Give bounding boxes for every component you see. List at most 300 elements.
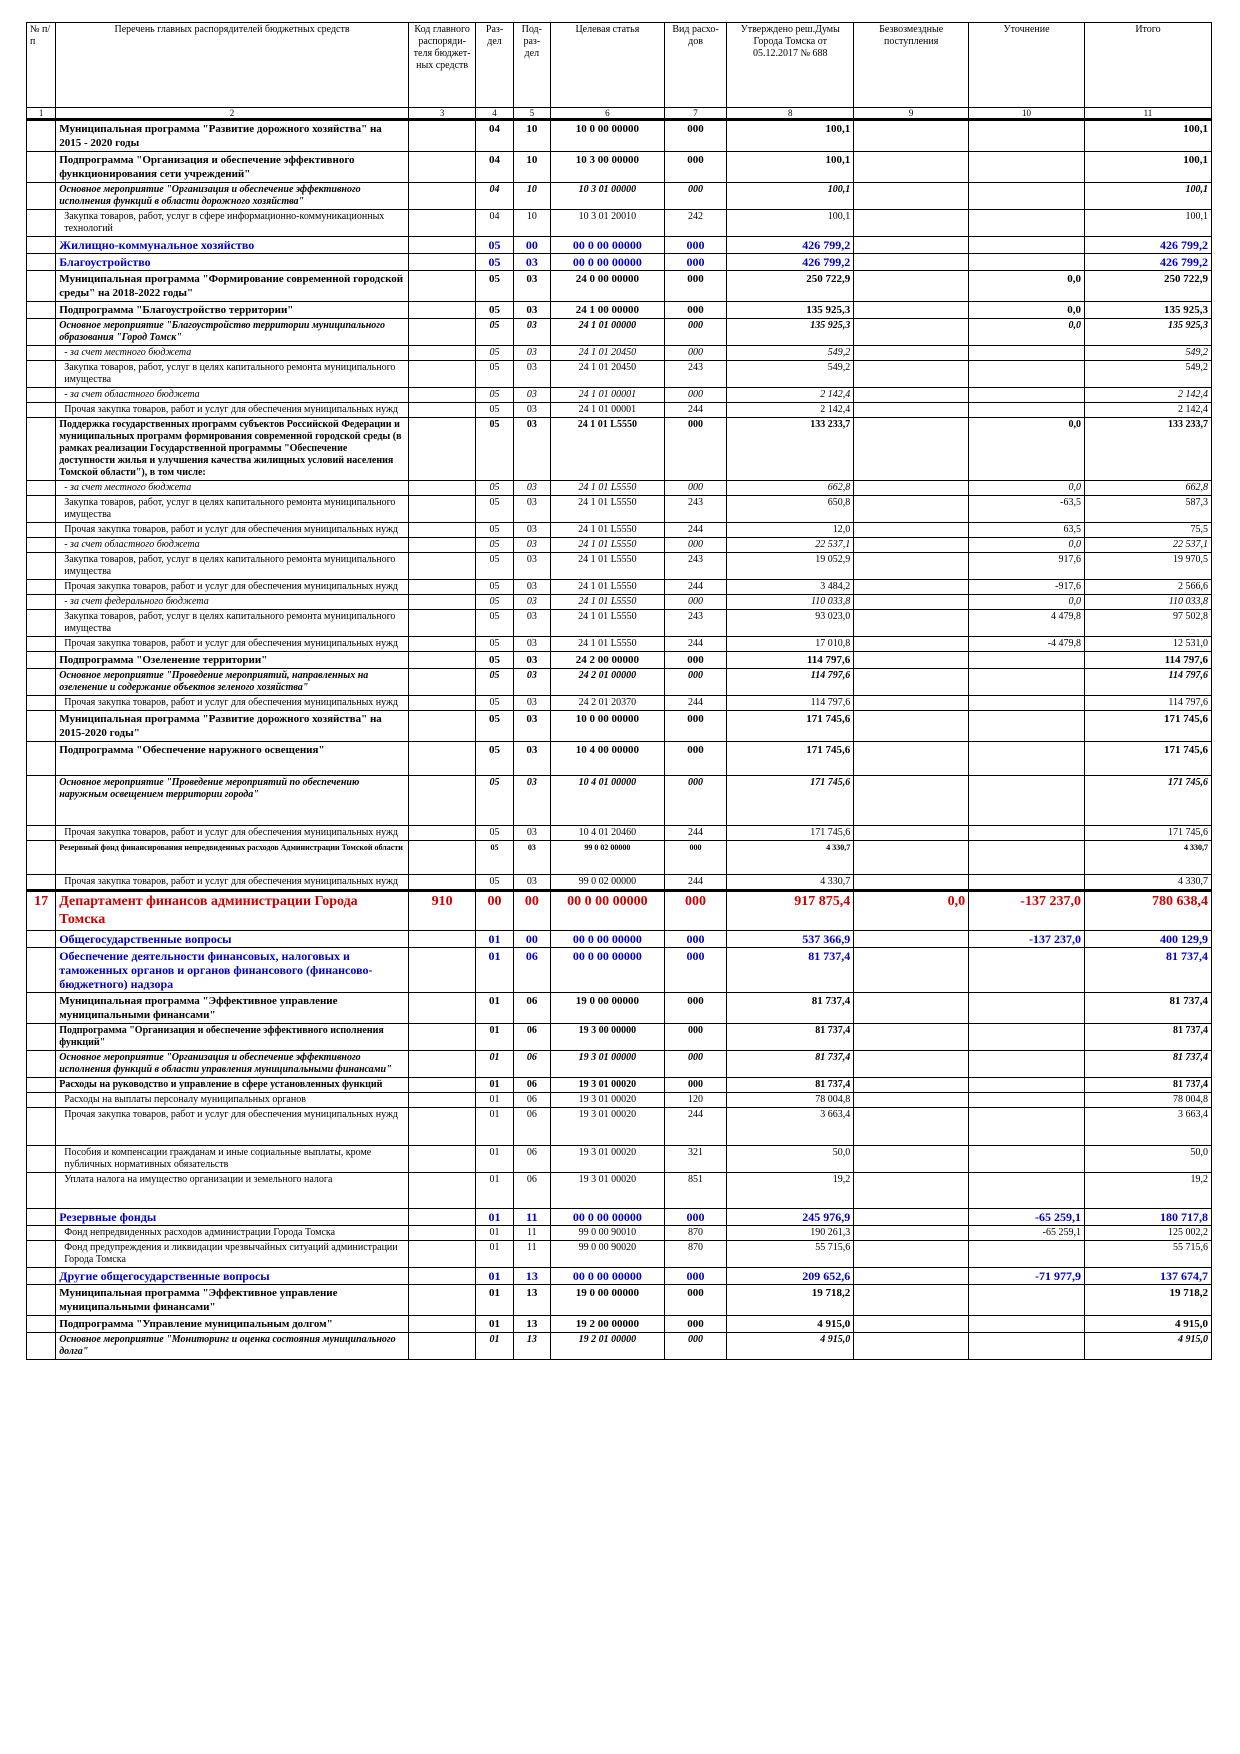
row-name: Муниципальная программа "Развитие дорожного хозяйства" на 2015 - 2020 годы — [56, 120, 409, 152]
row-name: Основное мероприятие "Благоустройство территории муниципального образования "Город Томск" — [56, 319, 409, 346]
row-number — [27, 742, 56, 776]
row-expense-type: 000 — [664, 1268, 726, 1285]
row-free-receipts — [854, 1051, 969, 1078]
row-total: 662,8 — [1084, 481, 1211, 496]
row-free-receipts — [854, 361, 969, 388]
row-expense-type: 000 — [664, 388, 726, 403]
row-expense-type: 000 — [664, 1078, 726, 1093]
row-free-receipts — [854, 388, 969, 403]
row-code — [408, 120, 476, 152]
row-code — [408, 875, 476, 891]
row-free-receipts — [854, 183, 969, 210]
row-podrazdel: 03 — [513, 841, 550, 875]
row-approved: 19 718,2 — [727, 1285, 854, 1316]
row-podrazdel: 03 — [513, 481, 550, 496]
row-adjustment: 917,6 — [969, 553, 1085, 580]
row-razdel: 05 — [476, 841, 513, 875]
row-expense-type: 000 — [664, 1316, 726, 1333]
table-row — [27, 210, 1212, 237]
row-name: Подпрограмма "Управление муниципальным долгом" — [56, 1316, 409, 1333]
row-target-article: 10 3 01 00000 — [550, 183, 664, 210]
row-name: Прочая закупка товаров, работ и услуг для обеспечения муниципальных нужд — [56, 637, 409, 652]
row-target-article: 99 0 02 00000 — [550, 841, 664, 875]
row-podrazdel: 06 — [513, 948, 550, 993]
row-free-receipts — [854, 1241, 969, 1268]
row-razdel: 05 — [476, 553, 513, 580]
row-total: 78 004,8 — [1084, 1093, 1211, 1108]
row-total: 180 717,8 — [1084, 1209, 1211, 1226]
row-target-article: 19 0 00 00000 — [550, 993, 664, 1024]
row-total: 250 722,9 — [1084, 271, 1211, 302]
row-code — [408, 1209, 476, 1226]
row-approved: 100,1 — [727, 152, 854, 183]
table-row — [27, 826, 1212, 841]
row-approved: 209 652,6 — [727, 1268, 854, 1285]
row-free-receipts — [854, 1333, 969, 1360]
row-adjustment: -65 259,1 — [969, 1209, 1085, 1226]
row-expense-type: 000 — [664, 891, 726, 931]
row-expense-type: 244 — [664, 875, 726, 891]
row-adjustment: -137 237,0 — [969, 931, 1085, 948]
row-total: 114 797,6 — [1084, 652, 1211, 669]
row-adjustment — [969, 361, 1085, 388]
row-approved: 78 004,8 — [727, 1093, 854, 1108]
row-expense-type: 321 — [664, 1146, 726, 1173]
table-row — [27, 302, 1212, 319]
row-number — [27, 1285, 56, 1316]
row-target-article: 24 1 01 20450 — [550, 346, 664, 361]
row-name: Фонд непредвиденных расходов администрации Города Томска — [56, 1226, 409, 1241]
row-number — [27, 1146, 56, 1173]
row-podrazdel: 10 — [513, 210, 550, 237]
row-adjustment — [969, 388, 1085, 403]
table-row — [27, 523, 1212, 538]
row-code — [408, 652, 476, 669]
table-header-row — [27, 23, 1212, 108]
row-target-article: 24 2 01 20370 — [550, 696, 664, 711]
row-expense-type: 244 — [664, 1108, 726, 1146]
row-razdel: 01 — [476, 931, 513, 948]
row-target-article: 24 1 01 20450 — [550, 361, 664, 388]
row-podrazdel: 13 — [513, 1285, 550, 1316]
row-number — [27, 346, 56, 361]
row-approved: 114 797,6 — [727, 669, 854, 696]
row-approved: 3 484,2 — [727, 580, 854, 595]
row-target-article: 24 2 01 00000 — [550, 669, 664, 696]
row-code — [408, 776, 476, 826]
row-expense-type: 242 — [664, 210, 726, 237]
row-code — [408, 1268, 476, 1285]
row-expense-type: 244 — [664, 580, 726, 595]
row-name: - за счет федерального бюджета — [56, 595, 409, 610]
row-adjustment — [969, 403, 1085, 418]
row-podrazdel: 03 — [513, 610, 550, 637]
table-row — [27, 1316, 1212, 1333]
header-free-receipts: Безвозмездные поступления — [854, 23, 969, 108]
table-row — [27, 120, 1212, 152]
row-approved: 19 052,9 — [727, 553, 854, 580]
row-approved: 650,8 — [727, 496, 854, 523]
row-expense-type: 000 — [664, 183, 726, 210]
row-target-article: 10 3 00 00000 — [550, 152, 664, 183]
row-adjustment — [969, 1051, 1085, 1078]
row-name: Пособия и компенсации гражданам и иные социальные выплаты, кроме публичных нормативных обязательств — [56, 1146, 409, 1173]
row-razdel: 05 — [476, 826, 513, 841]
row-approved: 110 033,8 — [727, 595, 854, 610]
row-expense-type: 244 — [664, 826, 726, 841]
row-podrazdel: 03 — [513, 254, 550, 271]
row-approved: 93 023,0 — [727, 610, 854, 637]
row-razdel: 00 — [476, 891, 513, 931]
row-podrazdel: 03 — [513, 302, 550, 319]
row-target-article: 19 3 01 00020 — [550, 1078, 664, 1093]
row-approved: 50,0 — [727, 1146, 854, 1173]
row-free-receipts — [854, 826, 969, 841]
row-podrazdel: 03 — [513, 711, 550, 742]
row-adjustment — [969, 254, 1085, 271]
row-number: 17 — [27, 891, 56, 931]
row-total: 12 531,0 — [1084, 637, 1211, 652]
row-podrazdel: 11 — [513, 1241, 550, 1268]
row-target-article: 24 1 01 L5550 — [550, 538, 664, 553]
row-adjustment — [969, 120, 1085, 152]
row-number — [27, 1051, 56, 1078]
row-target-article: 24 1 01 L5550 — [550, 481, 664, 496]
row-razdel: 05 — [476, 271, 513, 302]
row-adjustment — [969, 1078, 1085, 1093]
row-target-article: 24 1 01 L5550 — [550, 610, 664, 637]
row-razdel: 04 — [476, 152, 513, 183]
table-row — [27, 1051, 1212, 1078]
row-code — [408, 361, 476, 388]
table-row — [27, 1108, 1212, 1146]
row-razdel: 05 — [476, 346, 513, 361]
row-target-article: 24 1 01 L5550 — [550, 553, 664, 580]
row-target-article: 19 0 00 00000 — [550, 1285, 664, 1316]
row-total: 114 797,6 — [1084, 669, 1211, 696]
row-free-receipts — [854, 346, 969, 361]
table-row — [27, 948, 1212, 993]
row-podrazdel: 11 — [513, 1209, 550, 1226]
row-target-article: 19 3 01 00000 — [550, 1051, 664, 1078]
row-number — [27, 496, 56, 523]
table-row — [27, 361, 1212, 388]
row-expense-type: 000 — [664, 841, 726, 875]
row-number — [27, 1173, 56, 1209]
row-podrazdel: 03 — [513, 271, 550, 302]
row-podrazdel: 06 — [513, 1173, 550, 1209]
row-number — [27, 826, 56, 841]
table-row — [27, 1146, 1212, 1173]
row-approved: 426 799,2 — [727, 254, 854, 271]
row-adjustment: -65 259,1 — [969, 1226, 1085, 1241]
row-target-article: 00 0 00 00000 — [550, 931, 664, 948]
row-target-article: 24 2 00 00000 — [550, 652, 664, 669]
row-number — [27, 1078, 56, 1093]
row-podrazdel: 13 — [513, 1316, 550, 1333]
row-adjustment — [969, 1241, 1085, 1268]
row-razdel: 01 — [476, 1024, 513, 1051]
row-free-receipts — [854, 418, 969, 481]
row-total: 100,1 — [1084, 183, 1211, 210]
row-podrazdel: 06 — [513, 993, 550, 1024]
table-row — [27, 254, 1212, 271]
row-approved: 549,2 — [727, 346, 854, 361]
row-number — [27, 183, 56, 210]
row-name: Благоустройство — [56, 254, 409, 271]
row-number — [27, 1024, 56, 1051]
header-adjustment: Уточнение — [969, 23, 1085, 108]
row-code — [408, 993, 476, 1024]
row-razdel: 01 — [476, 948, 513, 993]
row-expense-type: 120 — [664, 1093, 726, 1108]
row-code — [408, 553, 476, 580]
row-free-receipts — [854, 875, 969, 891]
row-podrazdel: 06 — [513, 1078, 550, 1093]
row-razdel: 05 — [476, 481, 513, 496]
row-adjustment: 0,0 — [969, 481, 1085, 496]
row-target-article: 24 1 01 00001 — [550, 403, 664, 418]
table-row — [27, 496, 1212, 523]
row-code — [408, 742, 476, 776]
row-code — [408, 538, 476, 553]
row-total: 4 915,0 — [1084, 1333, 1211, 1360]
row-expense-type: 000 — [664, 1051, 726, 1078]
row-podrazdel: 03 — [513, 319, 550, 346]
table-row — [27, 237, 1212, 254]
row-expense-type: 244 — [664, 696, 726, 711]
row-total: 135 925,3 — [1084, 319, 1211, 346]
row-target-article: 99 0 00 90010 — [550, 1226, 664, 1241]
row-free-receipts — [854, 1316, 969, 1333]
row-number — [27, 993, 56, 1024]
row-free-receipts — [854, 1146, 969, 1173]
table-row — [27, 875, 1212, 891]
row-name: Закупка товаров, работ, услуг в целях капитального ремонта муниципального имущества — [56, 553, 409, 580]
row-free-receipts — [854, 210, 969, 237]
row-total: 137 674,7 — [1084, 1268, 1211, 1285]
table-row — [27, 742, 1212, 776]
row-razdel: 01 — [476, 1051, 513, 1078]
row-razdel: 05 — [476, 610, 513, 637]
row-podrazdel: 10 — [513, 183, 550, 210]
row-approved: 17 010,8 — [727, 637, 854, 652]
row-free-receipts — [854, 1209, 969, 1226]
row-adjustment — [969, 993, 1085, 1024]
row-code — [408, 1078, 476, 1093]
row-approved: 2 142,4 — [727, 403, 854, 418]
row-name: Муниципальная программа "Эффективное управление муниципальными финансами" — [56, 993, 409, 1024]
row-number — [27, 120, 56, 152]
row-approved: 114 797,6 — [727, 696, 854, 711]
row-number — [27, 403, 56, 418]
row-razdel: 01 — [476, 1093, 513, 1108]
row-name: Подпрограмма "Озеленение территории" — [56, 652, 409, 669]
col-number: 1 — [27, 108, 56, 120]
row-adjustment: -137 237,0 — [969, 891, 1085, 931]
row-free-receipts — [854, 742, 969, 776]
row-target-article: 10 4 01 00000 — [550, 776, 664, 826]
row-total: 19 970,5 — [1084, 553, 1211, 580]
row-number — [27, 1108, 56, 1146]
row-name: Общегосударственные вопросы — [56, 931, 409, 948]
row-razdel: 01 — [476, 993, 513, 1024]
row-total: 549,2 — [1084, 346, 1211, 361]
row-expense-type: 244 — [664, 523, 726, 538]
row-target-article: 24 1 00 00000 — [550, 302, 664, 319]
row-podrazdel: 03 — [513, 742, 550, 776]
row-name: Поддержка государственных программ субъектов Российской Федерации и муниципальных программ формирования современной городской среды (в рамках реализации Государственной программы "Обеспечение доступности жилья и улучшения качества жилищных условий населения Томской области"), в том числе: — [56, 418, 409, 481]
row-adjustment — [969, 1108, 1085, 1146]
row-free-receipts — [854, 403, 969, 418]
row-expense-type: 000 — [664, 271, 726, 302]
row-code — [408, 1093, 476, 1108]
row-razdel: 05 — [476, 595, 513, 610]
row-name: Расходы на выплаты персоналу муниципальных органов — [56, 1093, 409, 1108]
row-podrazdel: 03 — [513, 346, 550, 361]
row-free-receipts — [854, 1108, 969, 1146]
table-row — [27, 595, 1212, 610]
row-number — [27, 319, 56, 346]
row-total: 171 745,6 — [1084, 826, 1211, 841]
row-number — [27, 1316, 56, 1333]
row-approved: 190 261,3 — [727, 1226, 854, 1241]
row-code — [408, 580, 476, 595]
row-adjustment — [969, 1024, 1085, 1051]
row-target-article: 24 1 01 L5550 — [550, 637, 664, 652]
table-row — [27, 711, 1212, 742]
row-razdel: 05 — [476, 875, 513, 891]
row-number — [27, 1093, 56, 1108]
row-approved: 135 925,3 — [727, 302, 854, 319]
row-expense-type: 000 — [664, 652, 726, 669]
row-podrazdel: 03 — [513, 418, 550, 481]
row-total: 2 566,6 — [1084, 580, 1211, 595]
row-podrazdel: 11 — [513, 1226, 550, 1241]
row-total: 97 502,8 — [1084, 610, 1211, 637]
row-podrazdel: 03 — [513, 875, 550, 891]
row-adjustment — [969, 776, 1085, 826]
row-free-receipts — [854, 993, 969, 1024]
row-adjustment — [969, 1316, 1085, 1333]
row-name: Резервные фонды — [56, 1209, 409, 1226]
row-free-receipts — [854, 1078, 969, 1093]
row-razdel: 01 — [476, 1316, 513, 1333]
row-adjustment: -4 479,8 — [969, 637, 1085, 652]
row-podrazdel: 00 — [513, 931, 550, 948]
row-adjustment: 0,0 — [969, 319, 1085, 346]
row-total: 4 915,0 — [1084, 1316, 1211, 1333]
row-expense-type: 000 — [664, 254, 726, 271]
row-number — [27, 237, 56, 254]
row-razdel: 05 — [476, 742, 513, 776]
row-free-receipts — [854, 254, 969, 271]
row-code — [408, 637, 476, 652]
row-adjustment: 0,0 — [969, 538, 1085, 553]
table-row — [27, 481, 1212, 496]
row-razdel: 04 — [476, 183, 513, 210]
table-row — [27, 346, 1212, 361]
row-adjustment — [969, 696, 1085, 711]
row-free-receipts — [854, 1285, 969, 1316]
row-podrazdel: 10 — [513, 152, 550, 183]
header-name: Перечень главных распорядителей бюджетных средств — [56, 23, 409, 108]
row-name: Основное мероприятие "Организация и обеспечение эффективного исполнения функций в области управления муниципальными финансами" — [56, 1051, 409, 1078]
table-body — [27, 120, 1212, 1360]
row-approved: 81 737,4 — [727, 948, 854, 993]
row-adjustment — [969, 652, 1085, 669]
row-number — [27, 1268, 56, 1285]
row-number — [27, 254, 56, 271]
row-approved: 2 142,4 — [727, 388, 854, 403]
row-total: 125 002,2 — [1084, 1226, 1211, 1241]
row-code — [408, 388, 476, 403]
row-target-article: 24 1 01 L5550 — [550, 523, 664, 538]
row-adjustment — [969, 948, 1085, 993]
row-target-article: 00 0 00 00000 — [550, 891, 664, 931]
row-total: 4 330,7 — [1084, 875, 1211, 891]
table-row — [27, 652, 1212, 669]
row-total: 22 537,1 — [1084, 538, 1211, 553]
row-approved: 4 915,0 — [727, 1316, 854, 1333]
row-name: Подпрограмма "Организация и обеспечение эффективного функционирования сети учреждений" — [56, 152, 409, 183]
row-target-article: 24 1 01 L5550 — [550, 496, 664, 523]
row-number — [27, 481, 56, 496]
row-number — [27, 1226, 56, 1241]
row-code — [408, 152, 476, 183]
row-expense-type: 000 — [664, 1209, 726, 1226]
row-name: Жилищно-коммунальное хозяйство — [56, 237, 409, 254]
row-podrazdel: 06 — [513, 1146, 550, 1173]
row-target-article: 99 0 00 90020 — [550, 1241, 664, 1268]
row-free-receipts — [854, 610, 969, 637]
row-total: 50,0 — [1084, 1146, 1211, 1173]
row-number — [27, 523, 56, 538]
row-number — [27, 538, 56, 553]
table-row — [27, 776, 1212, 826]
row-expense-type: 243 — [664, 553, 726, 580]
row-total: 3 663,4 — [1084, 1108, 1211, 1146]
row-podrazdel: 03 — [513, 595, 550, 610]
row-razdel: 05 — [476, 388, 513, 403]
table-row — [27, 1285, 1212, 1316]
row-adjustment — [969, 841, 1085, 875]
row-razdel: 04 — [476, 120, 513, 152]
row-free-receipts — [854, 931, 969, 948]
row-target-article: 19 3 00 00000 — [550, 1024, 664, 1051]
row-target-article: 24 0 00 00000 — [550, 271, 664, 302]
table-row — [27, 696, 1212, 711]
row-free-receipts — [854, 237, 969, 254]
row-podrazdel: 03 — [513, 496, 550, 523]
row-total: 780 638,4 — [1084, 891, 1211, 931]
row-expense-type: 000 — [664, 993, 726, 1024]
row-free-receipts — [854, 637, 969, 652]
row-code — [408, 841, 476, 875]
col-number: 3 — [408, 108, 476, 120]
row-podrazdel: 03 — [513, 523, 550, 538]
row-code — [408, 403, 476, 418]
row-code — [408, 696, 476, 711]
row-adjustment — [969, 237, 1085, 254]
row-podrazdel: 13 — [513, 1333, 550, 1360]
row-code — [408, 496, 476, 523]
row-code — [408, 237, 476, 254]
row-expense-type: 000 — [664, 948, 726, 993]
row-expense-type: 000 — [664, 418, 726, 481]
row-total: 171 745,6 — [1084, 776, 1211, 826]
row-expense-type: 000 — [664, 1333, 726, 1360]
